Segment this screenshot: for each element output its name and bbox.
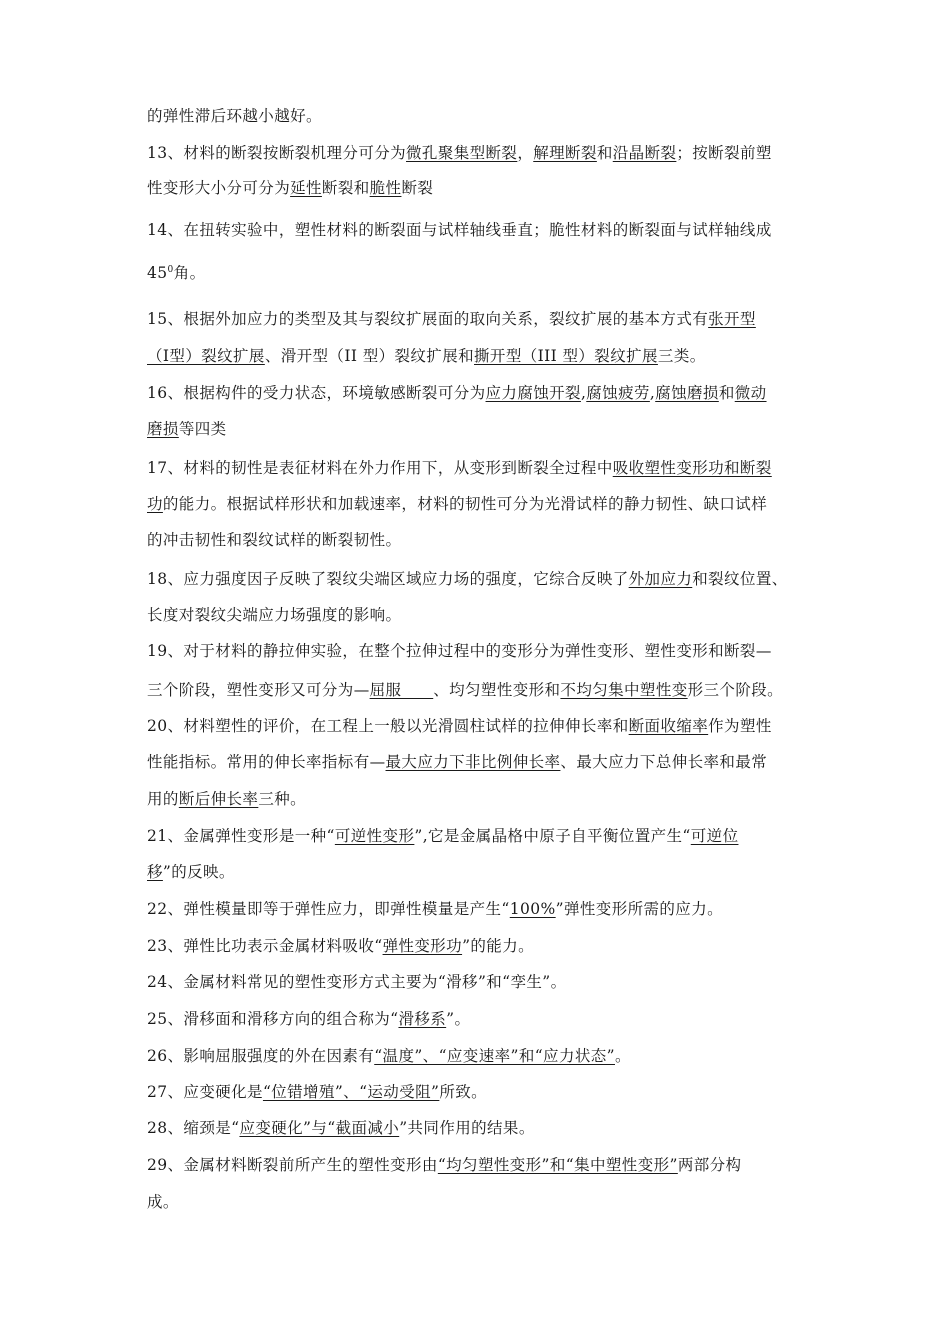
answer-underlined: 磨损 xyxy=(147,420,179,438)
text-line xyxy=(147,383,767,403)
answer-underlined: 微孔聚集型断裂 xyxy=(406,144,518,162)
answer-underlined: 不均匀集中塑性变 xyxy=(560,681,688,699)
text-line xyxy=(147,1192,179,1212)
text-line xyxy=(147,419,227,439)
answer-underlined: 外加应力 xyxy=(628,570,693,588)
text-segment: ”共同作用的结果。 xyxy=(399,1119,535,1137)
answer-underlined: 弹性变形功 xyxy=(382,937,463,955)
text-segment: 17、材料的韧性是表征材料在外力作用下，从变形到断裂全过程中 xyxy=(147,459,613,477)
text-line xyxy=(147,1082,487,1102)
text-segment: 断裂 xyxy=(401,179,434,197)
text-segment: 19、对于材料的静拉伸实验，在整个拉伸过程中的变形分为弹性变形、塑性变形和断裂— xyxy=(147,642,772,660)
answer-underlined: “均匀塑性变形”和“集中塑性变形” xyxy=(437,1156,678,1174)
text-segment: 。 xyxy=(614,1047,631,1065)
answer-underlined: “位错增殖”、“运动受阻” xyxy=(262,1083,440,1101)
text-segment: 两部分构 xyxy=(677,1156,742,1174)
answer-underlined: 100% xyxy=(509,900,556,918)
text-line xyxy=(147,1009,470,1029)
answer-underlined: 屈服 xyxy=(369,681,434,699)
answer-underlined: 微动 xyxy=(734,384,767,402)
answer-underlined: 可逆性变形 xyxy=(334,827,415,845)
text-segment: 和裂纹位置、 xyxy=(692,570,788,588)
text-segment: 三个阶段，塑性变形又可分为— xyxy=(147,681,370,699)
answer-underlined: 吸收塑性变形功和断裂 xyxy=(612,459,772,477)
answer-underlined: 撕开型（III 型）裂纹扩展 xyxy=(474,347,658,365)
answer-underlined: 断后伸长率 xyxy=(178,790,259,808)
text-segment: 用的 xyxy=(147,790,179,808)
text-segment: 21、金属弹性变形是一种“ xyxy=(147,827,335,845)
text-segment: 三类。 xyxy=(657,347,706,365)
text-line xyxy=(147,569,788,589)
text-segment: ”的反映。 xyxy=(162,863,235,881)
text-segment: 性变形大小分可分为 xyxy=(147,179,291,197)
text-segment: , xyxy=(649,384,656,402)
text-segment: 和 xyxy=(718,384,735,402)
text-segment: 22、弹性模量即等于弹性应力，即弹性模量是产生“ xyxy=(147,900,510,918)
text-segment: 、滑开型（II 型）裂纹扩展和 xyxy=(264,347,475,365)
text-segment: 18、应力强度因子反映了裂纹尖端区域应力场的强度，它综合反映了 xyxy=(147,570,629,588)
text-segment: 性能指标。常用的伸长率指标有— xyxy=(147,753,386,771)
answer-underlined: 腐蚀疲劳 xyxy=(586,384,650,402)
text-line xyxy=(147,346,706,366)
text-segment: 45 xyxy=(147,264,168,282)
answer-underlined: 延性 xyxy=(290,179,322,197)
superscript: 0 xyxy=(167,264,174,275)
text-segment: 断裂和 xyxy=(321,179,370,197)
text-segment: 、均匀塑性变形和 xyxy=(433,681,561,699)
text-line xyxy=(147,220,772,240)
answer-underlined: 滑移系 xyxy=(398,1010,447,1028)
text-segment: 长度对裂纹尖端应力场强度的影响。 xyxy=(147,606,402,624)
text-segment: 20、材料塑性的评价，在工程上一般以光滑圆柱试样的拉伸伸长率和 xyxy=(147,717,629,735)
text-line xyxy=(147,716,772,736)
text-segment: ”。 xyxy=(446,1010,471,1028)
answer-underlined: 脆性 xyxy=(369,179,402,197)
text-line xyxy=(147,494,767,514)
answer-underlined: 张开型 xyxy=(708,310,756,328)
text-line xyxy=(147,752,767,772)
text-line xyxy=(147,1155,741,1175)
text-line xyxy=(147,641,772,661)
text-line xyxy=(147,605,401,625)
answer-underlined: 沿晶断裂 xyxy=(612,144,677,162)
answer-underlined: 移 xyxy=(147,863,163,881)
text-line xyxy=(147,826,738,846)
text-line xyxy=(147,106,322,126)
text-line xyxy=(147,899,723,919)
text-segment: 14、在扭转实验中，塑性材料的断裂面与试样轴线垂直；脆性材料的断裂面与试样轴线成 xyxy=(147,221,772,239)
text-line xyxy=(147,1046,631,1066)
text-segment: 27、应变硬化是 xyxy=(147,1083,263,1101)
text-segment: ， xyxy=(517,144,534,162)
text-segment: 13、材料的断裂按断裂机理分可分为 xyxy=(147,144,407,162)
answer-underlined: 腐蚀磨损 xyxy=(655,384,719,402)
answer-underlined: 可逆位 xyxy=(690,827,739,845)
text-segment: 25、滑移面和滑移方向的组合称为“ xyxy=(147,1010,399,1028)
text-segment: 的弹性滞后环越小越好。 xyxy=(147,107,322,125)
text-segment: ”,它是金属晶格中原子自平衡位置产生“ xyxy=(414,827,691,845)
answer-underlined: （Ⅰ型）裂纹扩展 xyxy=(147,347,265,365)
text-segment: ；按断裂前塑 xyxy=(676,144,772,162)
answer-underlined: 功 xyxy=(147,495,163,513)
answer-underlined: 解理断裂 xyxy=(533,144,597,162)
text-line xyxy=(147,178,433,198)
text-segment: 29、金属材料断裂前所产生的塑性变形由 xyxy=(147,1156,438,1174)
text-line xyxy=(147,936,534,956)
text-segment: 15、根据外加应力的类型及其与裂纹扩展面的取向关系，裂纹扩展的基本方式有 xyxy=(147,310,709,328)
text-segment: 、最大应力下总伸长率和最常 xyxy=(560,753,768,771)
text-segment: 的冲击韧性和裂纹试样的断裂韧性。 xyxy=(147,531,402,549)
text-segment: 形三个阶段。 xyxy=(687,681,784,699)
text-segment: 和 xyxy=(596,144,613,162)
text-segment: , xyxy=(580,384,587,402)
text-segment: 成。 xyxy=(147,1193,179,1211)
text-line xyxy=(147,530,401,550)
text-line xyxy=(147,1118,535,1138)
text-segment: 23、弹性比功表示金属材料吸收“ xyxy=(147,937,383,955)
text-segment: 所致。 xyxy=(439,1083,488,1101)
text-line xyxy=(147,143,772,163)
text-line xyxy=(147,458,772,478)
text-segment: ”的能力。 xyxy=(462,937,535,955)
text-line xyxy=(147,263,205,283)
text-segment: 三种。 xyxy=(258,790,307,808)
text-segment: 26、影响屈服强度的外在因素有 xyxy=(147,1047,375,1065)
answer-underlined: 最大应力下非比例伸长率 xyxy=(385,753,561,771)
answer-underlined: 应力腐蚀开裂 xyxy=(485,384,581,402)
text-line xyxy=(147,789,306,809)
text-segment: 28、缩颈是“ xyxy=(147,1119,240,1137)
text-line xyxy=(147,309,756,329)
answer-underlined: 断面收缩率 xyxy=(628,717,709,735)
text-line xyxy=(147,680,783,700)
text-segment: ”弹性变形所需的应力。 xyxy=(555,900,723,918)
text-segment: 16、根据构件的受力状态，环境敏感断裂可分为 xyxy=(147,384,486,402)
text-segment: 作为塑性 xyxy=(708,717,772,735)
text-segment: 24、金属材料常见的塑性变形方式主要为“滑移”和“孪生”。 xyxy=(147,973,567,991)
text-segment: 角。 xyxy=(173,264,206,282)
text-segment: 等四类 xyxy=(178,420,227,438)
text-line xyxy=(147,862,235,882)
answer-underlined: “温度”、“应变速率”和“应力状态” xyxy=(374,1047,615,1065)
text-line xyxy=(147,972,567,992)
answer-underlined: 应变硬化”与“截面减小 xyxy=(239,1119,400,1137)
text-segment: 的能力。根据试样形状和加载速率，材料的韧性可分为光滑试样的静力韧性、缺口试样 xyxy=(162,495,768,513)
